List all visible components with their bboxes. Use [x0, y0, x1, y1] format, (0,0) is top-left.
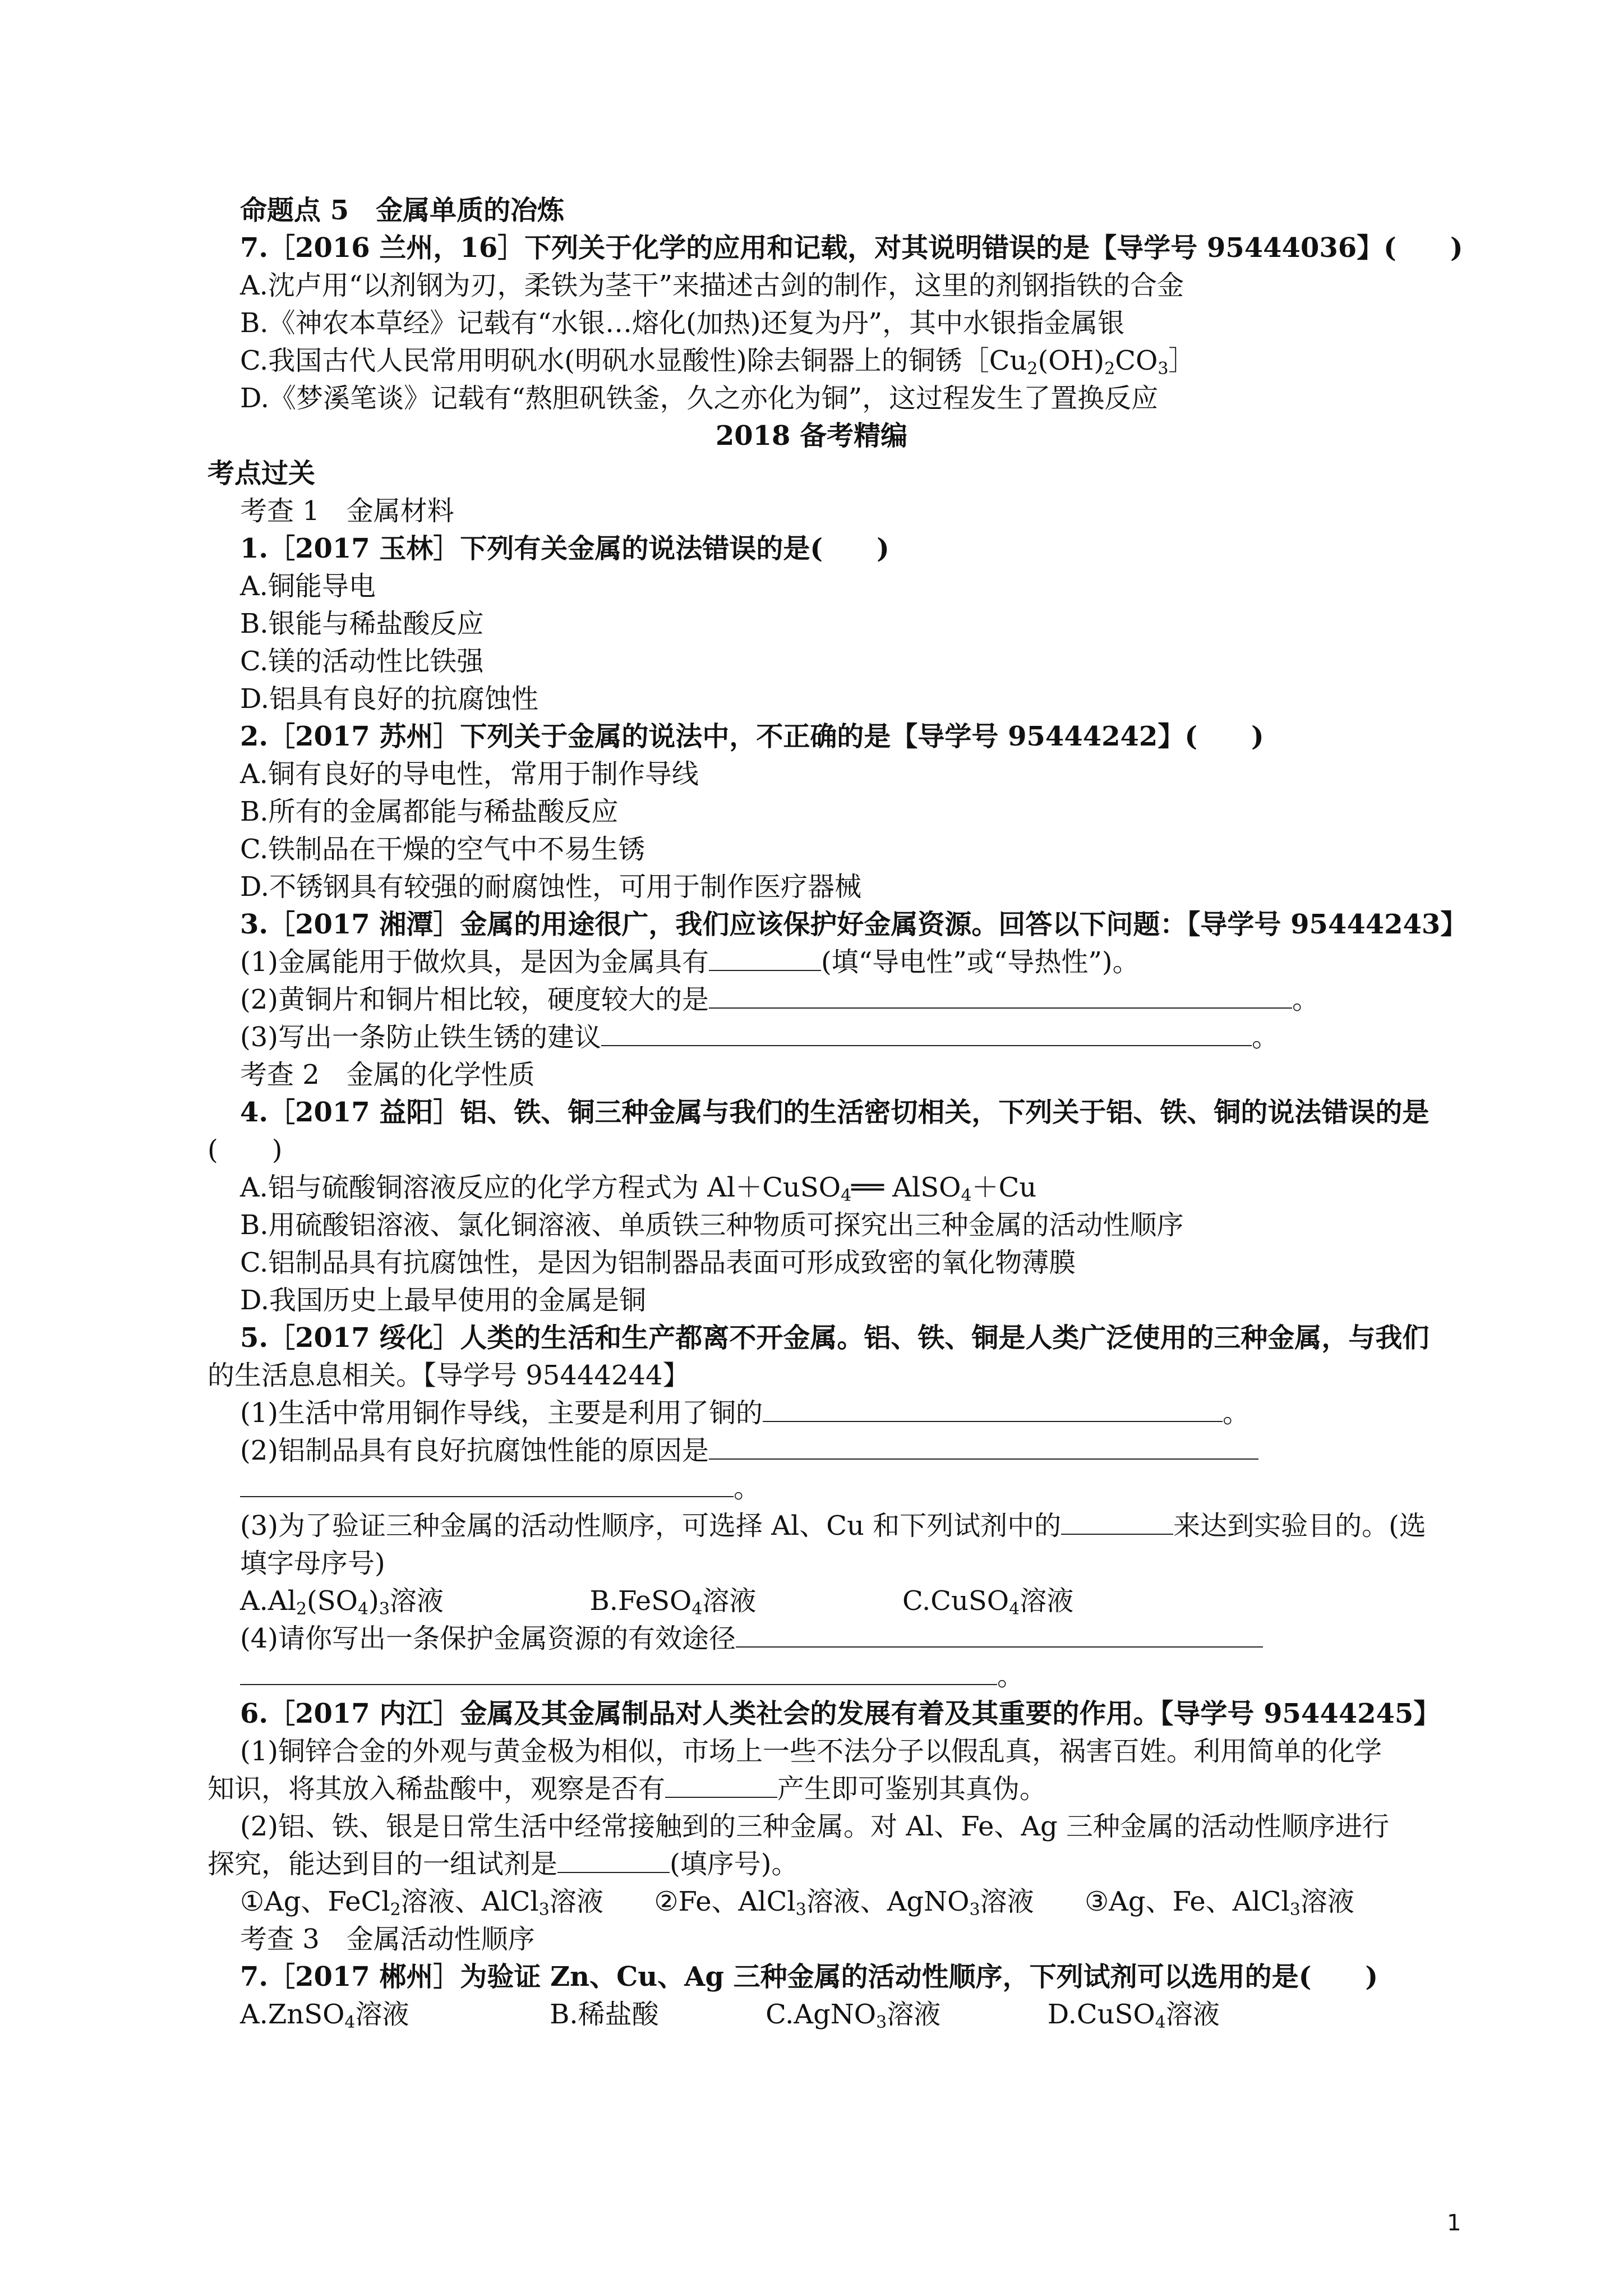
- q1-option-b: B.银能与稀盐酸反应: [240, 608, 484, 639]
- section-title: 2018 备考精编: [715, 420, 908, 452]
- q7a-option-d: D.《梦溪笔谈》记载有“熬胆矾铁釜，久之亦化为铜”，这过程发生了置换反应: [240, 383, 1159, 414]
- q7b-stem: 7.［2017 郴州］为验证 Zn、Cu、Ag 三种金属的活动性顺序，下列试剂可以选用的是( ): [240, 1961, 1378, 1993]
- answer-blank[interactable]: [736, 1622, 1263, 1648]
- q4-stem-2: ( ): [208, 1134, 283, 1166]
- q4-option-b: B.用硫酸铝溶液、氯化铜溶液、单质铁三种物质可探究出三种金属的活动性顺序: [240, 1209, 1184, 1241]
- q1-option-c: C.镁的活动性比铁强: [240, 646, 484, 677]
- answer-blank[interactable]: [709, 1434, 1258, 1460]
- q6-part-1-continued: 知识，将其放入稀盐酸中，观察是否有 产生即可鉴别其真伪。: [208, 1773, 1047, 1805]
- kaocha-2-title: 考查 2 金属的化学性质: [240, 1059, 535, 1091]
- kaocha-3-title: 考查 3 金属活动性顺序: [240, 1924, 535, 1955]
- answer-blank[interactable]: [1061, 1509, 1173, 1535]
- q7a-option-c: C.我国古代人民常用明矾水(明矾水显酸性)除去铜器上的铜锈$[Cu_2(OH)_2CO_3]$: [240, 345, 1196, 379]
- q5-part-2-continued: 。: [240, 1471, 760, 1505]
- q1-stem: 1.［2017 玉林］下列有关金属的说法错误的是( ): [240, 533, 889, 564]
- page-number: 1: [1447, 2210, 1461, 2236]
- q5-stem-1: 5.［2017 绥化］人类的生活和生产都离不开金属。铝、铁、铜是人类广泛使用的三种金属，与我们: [240, 1322, 1430, 1354]
- q2-option-d: D.不锈钢具有较强的耐腐蚀性，可用于制作医疗器械: [240, 871, 862, 903]
- q2-stem: 2.［2017 苏州］下列关于金属的说法中，不正确的是【导学号 95444242】( ): [240, 721, 1264, 752]
- answer-blank[interactable]: [763, 1396, 1223, 1422]
- q6-stem: 6.［2017 内江］金属及其金属制品对人类社会的发展有着及其重要的作用。【导学号 95444245】: [240, 1698, 1441, 1729]
- answer-blank[interactable]: [709, 983, 1292, 1009]
- q5-part-2: (2)铝制品具有良好抗腐蚀性能的原因是: [240, 1434, 1258, 1467]
- answer-blank[interactable]: [240, 1471, 734, 1497]
- q1-option-d: D.铝具有良好的抗腐蚀性: [240, 683, 539, 715]
- q4-stem-1: 4.［2017 益阳］铝、铁、铜三种金属与我们的生活密切相关，下列关于铝、铁、铜的说法错误的是: [240, 1097, 1430, 1128]
- q5-options: $A.Al_2(SO_4)_3$溶液 B.FeSO$_4$溶液 C.CuSO$_4$溶液: [240, 1585, 1074, 1619]
- q5-part-1: (1)生活中常用铜作导线，主要是利用了铜的 。: [240, 1397, 1250, 1429]
- q4-option-c: C.铝制品具有抗腐蚀性，是因为铝制器品表面可形成致密的氧化物薄膜: [240, 1247, 1076, 1278]
- q3-stem: 3.［2017 湘潭］金属的用途很广，我们应该保护好金属资源。回答以下问题：【导学号 95444243】: [240, 909, 1468, 940]
- q1-option-a: A.铜能导电: [240, 570, 376, 602]
- answer-blank[interactable]: [665, 1772, 777, 1798]
- q7b-options: A.ZnSO$_4$溶液 B.稀盐酸 C.AgNO$_3$溶液 D.CuSO$_4$溶液: [240, 1999, 1220, 2032]
- section-5-title: 命题点 5 金属单质的冶炼: [240, 195, 565, 226]
- q5-part-4-continued: 。: [240, 1659, 1024, 1693]
- q4-option-a: A.铝与硫酸铜溶液反应的化学方程式为 Al＋CuSO$_4$══ AlSO$_4$＋Cu: [240, 1172, 1037, 1205]
- q6-part-1: (1)铜锌合金的外观与黄金极为相似，市场上一些不法分子以假乱真，祸害百姓。利用简单的化学: [240, 1736, 1382, 1767]
- answer-blank[interactable]: [240, 1659, 997, 1685]
- q5-stem-2: 的生活息息相关。【导学号 95444244】: [208, 1360, 690, 1391]
- q2-option-c: C.铁制品在干燥的空气中不易生锈: [240, 834, 645, 865]
- q5-part-3: (3)为了验证三种金属的活动性顺序，可选择 Al、Cu 和下列试剂中的 来达到实验目的。(选: [240, 1510, 1426, 1542]
- q5-part-3-continued: 填字母序号): [240, 1548, 385, 1579]
- q7a-stem: 7.［2016 兰州，16］下列关于化学的应用和记载，对其说明错误的是【导学号 95444036】( ): [240, 232, 1463, 264]
- answer-blank[interactable]: [601, 1020, 1252, 1046]
- kaodian-title: 考点过关: [208, 458, 316, 489]
- q3-part-3: (3)写出一条防止铁生锈的建议 。: [240, 1022, 1279, 1053]
- q6-part-2: (2)铝、铁、银是日常生活中经常接触到的三种金属。对 Al、Fe、Ag 三种金属的活动性顺序进行: [240, 1811, 1390, 1842]
- q7a-option-a: A.沈卢用“以剂钢为刃，柔铁为茎干”来描述古剑的制作，这里的剂钢指铁的合金: [240, 270, 1184, 301]
- q2-option-b: B.所有的金属都能与稀盐酸反应: [240, 796, 619, 827]
- q3-part-1: (1)金属能用于做炊具，是因为金属具有 (填“导电性”或“导热性”)。: [240, 946, 1140, 978]
- q6-part-2-continued: 探究，能达到目的一组试剂是 (填序号)。: [208, 1848, 799, 1880]
- q5-part-4: (4)请你写出一条保护金属资源的有效途径: [240, 1622, 1263, 1655]
- q4-option-d: D.我国历史上最早使用的金属是铜: [240, 1285, 647, 1316]
- kaocha-1-title: 考查 1 金属材料: [240, 495, 454, 527]
- q3-part-2: (2)黄铜片和铜片相比较，硬度较大的是 。: [240, 984, 1320, 1015]
- q2-option-a: A.铜有良好的导电性，常用于制作导线: [240, 758, 699, 790]
- answer-blank[interactable]: [709, 945, 821, 971]
- q6-options: ①Ag、FeCl$_2$溶液、AlCl$_3$溶液 ②Fe、AlCl$_3$溶液、AgNO$_3$溶液 ③Ag、Fe、AlCl$_3$溶液: [240, 1886, 1354, 1920]
- q7a-option-b: B.《神农本草经》记载有“水银…熔化(加热)还复为丹”，其中水银指金属银: [240, 307, 1125, 339]
- answer-blank[interactable]: [557, 1847, 670, 1873]
